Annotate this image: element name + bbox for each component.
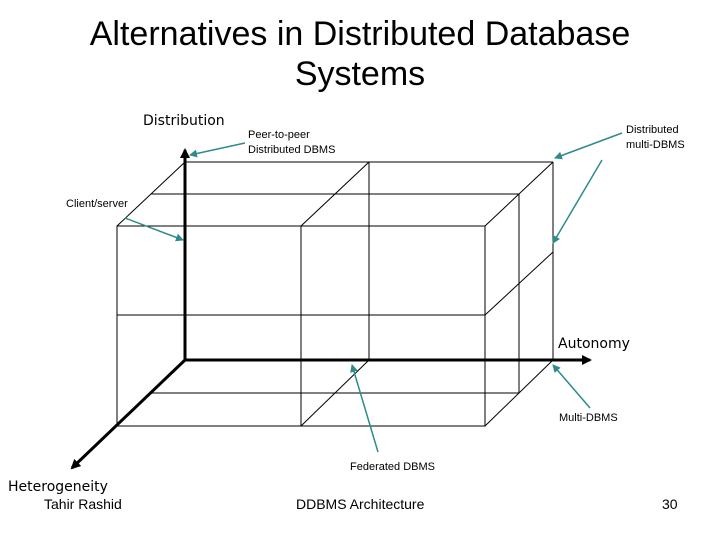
distributed-multi-lower-pointer	[553, 160, 602, 243]
client-server-pointer	[125, 218, 183, 240]
slide-title-line1: Alternatives in Distributed Database	[89, 15, 631, 53]
distributed-multi-label-line1: Distributed	[626, 124, 679, 136]
footer-topic: DDBMS Architecture	[296, 496, 425, 512]
cube-grid	[117, 162, 553, 426]
multi-dbms-pointer	[553, 365, 590, 408]
distributed-multi-pointer	[555, 133, 622, 158]
client-server-label: Client/server	[66, 198, 128, 210]
distributed-multi-label-line2: multi-DBMS	[626, 139, 685, 151]
federated-dbms-label: Federated DBMS	[350, 461, 435, 473]
pointer-arrows	[125, 133, 622, 452]
distributed-multi-dbms-label	[626, 123, 685, 153]
peer-to-peer-label-line2: Distributed DBMS	[248, 144, 336, 156]
peer-to-peer-pointer	[190, 143, 245, 155]
heterogeneity-axis-label: Heterogeneity	[8, 479, 108, 495]
peer-to-peer-label	[248, 128, 335, 158]
multi-dbms-label: Multi-DBMS	[559, 412, 618, 424]
distribution-axis-label: Distribution	[143, 113, 225, 129]
footer-page-number: 30	[662, 496, 678, 512]
peer-to-peer-label-line1: Peer-to-peer	[248, 129, 310, 141]
footer-author: Tahir Rashid	[44, 496, 122, 512]
federated-pointer	[352, 365, 378, 452]
autonomy-axis-label: Autonomy	[558, 336, 630, 352]
slide-title-line2: Systems	[294, 55, 426, 93]
heterogeneity-axis	[72, 360, 185, 468]
